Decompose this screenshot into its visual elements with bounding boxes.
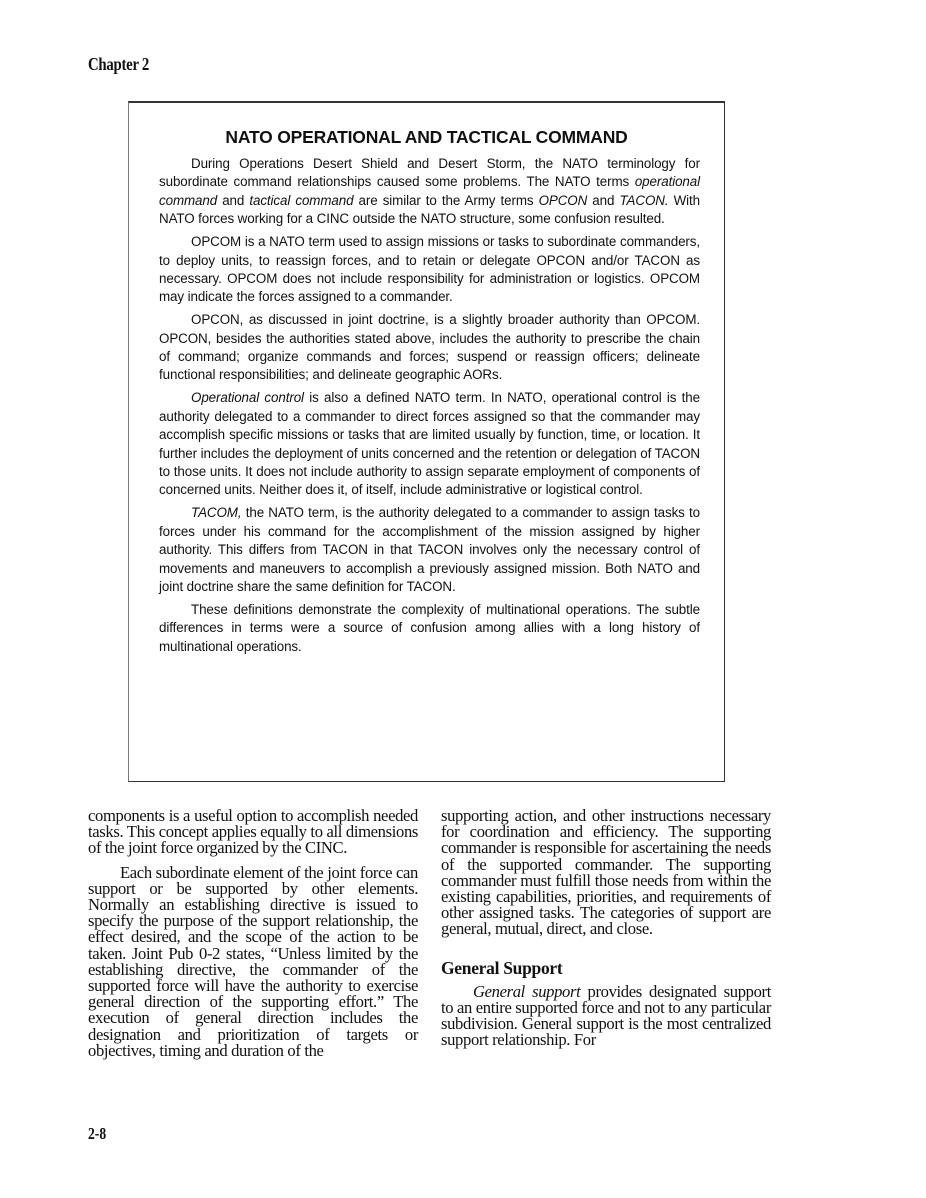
body-paragraph: supporting action, and other instructions necessary for coordination and efficiency. The supporting commander is responsible for ascertaining the needs of the supported commander. The supporting commander must fulfill those needs from within the existing capabilities, priorities, and requirements of other assigned tasks. The categories of support are general, mutual, direct, and close. <box>441 806 771 939</box>
text-run: provides designated support to an entire supported force and not to any particular subdivision. General support is the most centralized support relationship. For <box>441 981 771 1050</box>
sidebar-title: NATO OPERATIONAL AND TACTICAL COMMAND <box>225 127 628 147</box>
text-run: and <box>587 192 620 208</box>
body-paragraph: Each subordinate element of the joint force can support or be supported by other elements. Normally an establishing directive is issued to specify the purpose of the support relationship, the effect desired, and the scope of the action to be taken. Joint Pub 0-2 states, “Unless limited by the establishing directive, the commander of the supported force will have the authority to exercise general direction of the supporting effort.” The execution of general direction includes the designation and prioritization of targets or objectives, timing and duration of the <box>88 862 418 1060</box>
italic-term: TACON. <box>619 192 669 208</box>
sidebar-body <box>159 155 700 661</box>
text-run: With NATO forces working for a CINC outside the NATO structure, some confusion resulted. <box>159 192 700 227</box>
italic-term: General support <box>473 981 581 1001</box>
italic-term: tactical command <box>249 192 354 208</box>
italic-term: Operational control <box>191 390 304 406</box>
italic-term: TACOM, <box>191 505 242 521</box>
chapter-header: Chapter 2 <box>88 54 150 74</box>
left-column <box>88 808 418 1067</box>
sidebar-paragraph: These definitions demonstrate the complexity of multinational operations. The subtle differences in terms were a source of confusion among allies with a long history of multinational operations. <box>159 601 700 654</box>
body-paragraph <box>441 981 771 1050</box>
right-column <box>441 808 771 1057</box>
sidebar-paragraph: OPCON, as discussed in joint doctrine, is a slightly broader authority than OPCOM. OPCON, besides the authorities stated above, includes the authority to prescribe the chain of command; organize commands and forces; suspend or reassign officers; delineate functional responsibilities; and delineate geographic AORs. <box>159 312 700 383</box>
sidebar-paragraph <box>159 389 700 499</box>
text-run: is also a defined NATO term. In NATO, operational control is the authority delegated to a commander to direct forces assigned so that the commander may accomplish specific missions or tasks that are limited usually by function, time, or location. It further includes the deployment of units concerned and the retention or delegation of TACON to those units. It does not include authority to assign separate employment of components of concerned units. Neither does it, of itself, include administrative or logistical control. <box>159 390 700 498</box>
text-run: During Operations Desert Shield and Desert Storm, the NATO terminology for subordinate command relationships caused some problems. The NATO terms <box>159 156 700 190</box>
section-heading: General Support <box>441 957 563 978</box>
text-run: the NATO term, is the authority delegated to a commander to assign tasks to forces under his command for the accomplishment of the mission assigned by higher authority. This differs from TACON in that TACON involves only the necessary control of movements and maneuvers to accomplish a previously assigned mission. Both NATO and joint doctrine share the same definition for TACON. <box>159 505 700 594</box>
text-run: and <box>217 192 250 208</box>
italic-term: operational command <box>159 174 700 208</box>
page-number: 2-8 <box>88 1124 107 1143</box>
sidebar-box <box>128 101 725 782</box>
text-run: are similar to the Army terms <box>353 192 539 208</box>
body-paragraph: components is a useful option to accomplish needed tasks. This concept applies equally to all dimensions of the joint force organized by the CINC. <box>88 806 418 858</box>
sidebar-paragraph <box>159 504 700 596</box>
sidebar-paragraph: OPCOM is a NATO term used to assign missions or tasks to subordinate commanders, to deploy units, to reassign forces, and to retain or delegate OPCON and/or TACON as necessary. OPCOM does not include responsibility for administration or logistics. OPCOM may indicate the forces assigned to a commander. <box>159 234 700 305</box>
sidebar-paragraph <box>159 155 700 229</box>
italic-term: OPCON <box>538 192 588 208</box>
